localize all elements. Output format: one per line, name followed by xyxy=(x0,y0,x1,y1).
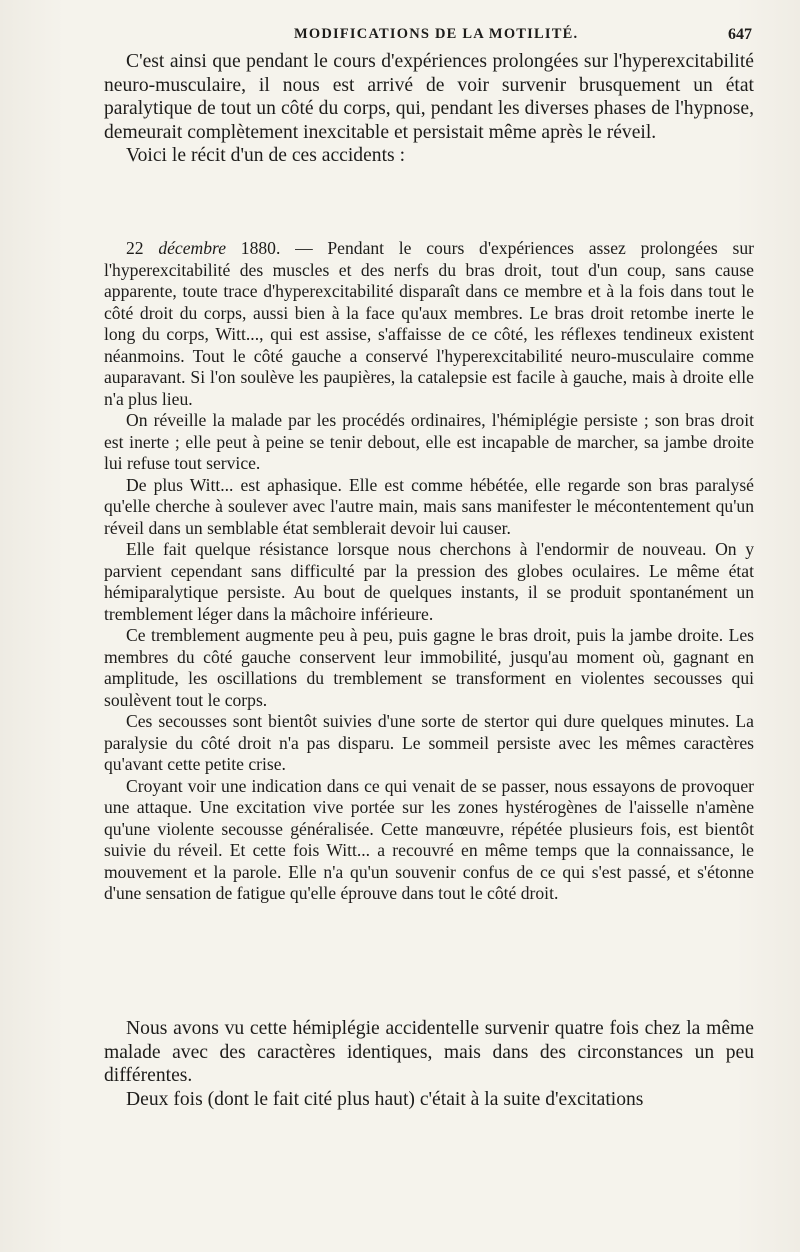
intro-section xyxy=(104,50,754,168)
case-report xyxy=(104,238,754,905)
case-paragraph xyxy=(104,238,754,410)
case-month: décembre xyxy=(158,238,227,258)
intro-paragraph: Voici le récit d'un de ces accidents : xyxy=(126,145,406,167)
intro-paragraph: C'est ainsi que pendant le cours d'expériences prolongées sur l'hyperexcitabilité neuro-musculaire, il nous est arrivé de voir survenir brusquement un état paralytique de tout un côté du corps, qui, pendant les diverses phases de l'hypnose, demeurait complètement inexcitable et persistait même après le réveil. xyxy=(104,51,754,143)
case-year: 1880. xyxy=(240,238,281,258)
case-paragraph: On réveille la malade par les procédés ordinaires, l'hémiplégie persiste ; son bras droit est inerte ; elle peut à peine se tenir debout, elle est incapable de marcher, sa jambe droite lui refuse tout service. xyxy=(104,410,754,473)
closing-paragraph: Nous avons vu cette hémiplégie accidentelle survenir quatre fois chez la même malade avec des caractères identiques, mais dans des circonstances un peu différentes. xyxy=(104,1018,754,1087)
closing-section xyxy=(104,1017,754,1111)
case-paragraph: Ces secousses sont bientôt suivies d'une sorte de stertor qui dure quelques minutes. La paralysie du côté droit n'a pas disparu. Le sommeil persiste avec les mêmes caractères qu'avant cette petite crise. xyxy=(104,711,754,774)
running-header xyxy=(104,26,754,46)
case-first-text: — Pendant le cours d'expériences assez prolongées sur l'hyperexcitabilité des muscles et des nerfs du bras droit, tout d'un coup, sans cause apparente, toute trace d'hyperexcitabilité disparaît dans ce membre et à la fois dans tout le côté droit du corps, aussi bien à la face qu'aux membres. Le bras droit retombe inerte le long du corps, Witt..., qui est assise, s'affaisse de ce côté, les réflexes tendineux existent néanmoins. Tout le côté gauche a conservé l'hyperexcitabilité neuro-musculaire comme auparavant. Si l'on soulève les paupières, la catalepsie est facile à gauche, mais à droite elle n'a plus lieu. xyxy=(104,238,754,409)
case-paragraph: Ce tremblement augmente peu à peu, puis gagne le bras droit, puis la jambe droite. Les membres du côté gauche conservent leur immobilité, jusqu'au moment où, gagnant en amplitude, les oscillations du tremblement se transforment en violentes secousses qui soulèvent tout le corps. xyxy=(104,625,754,710)
closing-paragraph: Deux fois (dont le fait cité plus haut) c'était à la suite d'excitations xyxy=(126,1088,644,1110)
running-title: MODIFICATIONS DE LA MOTILITÉ. xyxy=(294,26,579,42)
case-day: 22 xyxy=(126,238,144,258)
page-number: 647 xyxy=(728,26,752,43)
case-paragraph: Elle fait quelque résistance lorsque nous cherchons à l'endormir de nouveau. On y parvient cependant sans difficulté par la pression des globes oculaires. Le même état hémiparalytique persiste. Au bout de quelques instants, il se produit spontanément un tremblement léger dans la mâchoire inférieure. xyxy=(104,539,754,624)
case-paragraph: De plus Witt... est aphasique. Elle est comme hébétée, elle regarde son bras paralysé qu'elle cherche à soulever avec l'autre main, mais sans manifester le mécontentement qu'un réveil dans un semblable état semblerait devoir lui causer. xyxy=(104,474,754,538)
case-paragraph: Croyant voir une indication dans ce qui venait de se passer, nous essayons de provoquer une attaque. Une excitation vive portée sur les zones hystérogènes de l'aisselle n'amène qu'une violente secousse généralisée. Cette manœuvre, répétée plusieurs fois, est bientôt suivie du réveil. Et cette fois Witt... a recouvré en même temps que la connaissance, le mouvement et la parole. Elle n'a qu'un souvenir confus de ce qui s'est passé, et s'étonne d'une sensation de fatigue qu'elle éprouve dans tout le côté droit. xyxy=(104,775,754,903)
